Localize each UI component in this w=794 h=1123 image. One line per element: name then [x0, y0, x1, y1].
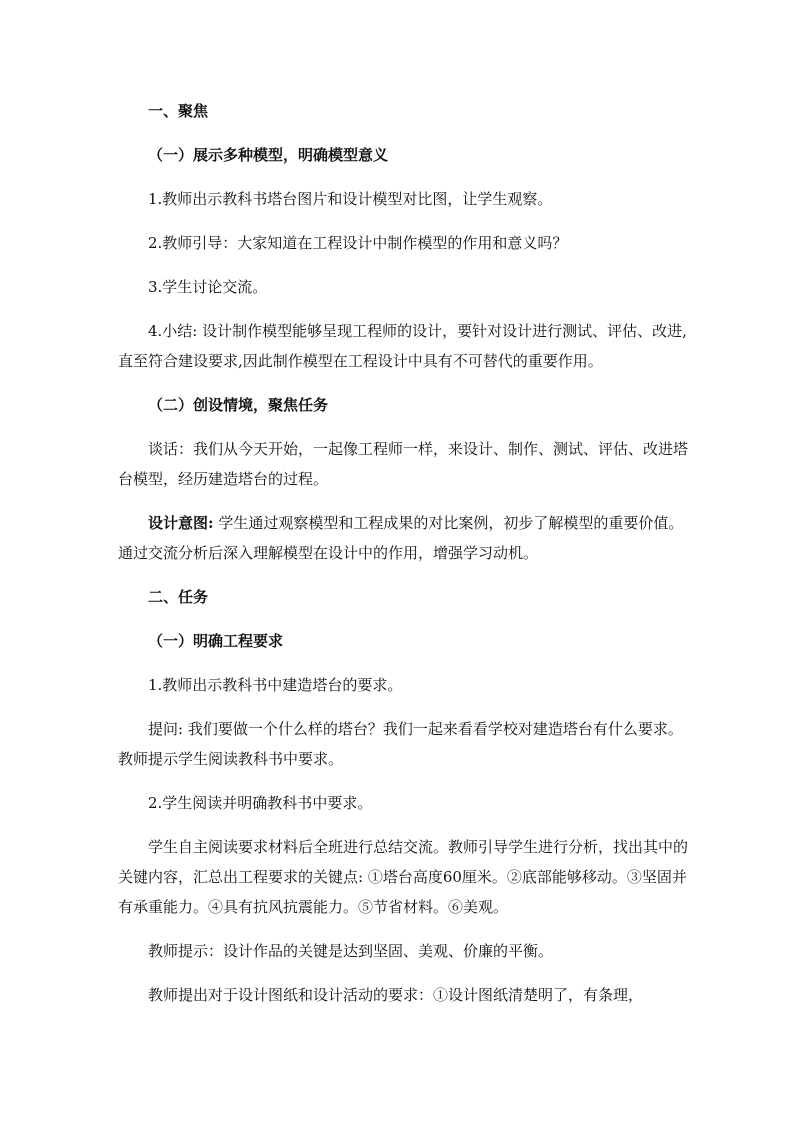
section-2-title: 二、任务 — [148, 588, 209, 606]
paragraph-design-intent — [118, 508, 688, 568]
section-1-sub-1-title: （一）展示多种模型，明确模型意义 — [148, 146, 389, 164]
paragraph-teacher-show-requirements: 1.教师出示教科书中建造塔台的要求。 — [148, 676, 403, 694]
design-intent-text: 学生通过观察模型和工程成果的对比案例，初步了解模型的重要价值。通过交流分析后深入理解模型在设计中的作用，增强学习动机。 — [118, 514, 684, 562]
paragraph-question: 提问: 我们要做一个什么样的塔台？我们一起来看看学校对建造塔台有什么要求。教师提示学生阅读教科书中要求。 — [118, 720, 683, 768]
paragraph-student-read: 2.学生阅读并明确教科书中要求。 — [148, 794, 373, 812]
paragraph-talk: 谈话：我们从今天开始，一起像工程师一样，来设计、制作、测试、评估、改进塔台模型，经历建造塔台的过程。 — [118, 440, 689, 488]
document-body — [118, 96, 688, 1010]
section-1-sub-2-title: （二）创设情境，聚焦任务 — [148, 396, 329, 414]
paragraph-requirement-summary: 学生自主阅读要求材料后全班进行总结交流。教师引导学生进行分析，找出其中的关键内容，汇总出工程要求的关键点: ①塔台高度60厘米。②底部能够移动。③坚固并有承重能力。④具有抗风抗震能力。⑤节省材料。⑥美观。 — [118, 838, 689, 916]
section-2-sub-1-title: （一）明确工程要求 — [148, 632, 284, 650]
design-intent-label: 设计意图: — [148, 514, 214, 532]
paragraph-student-discuss: 3.学生讨论交流。 — [148, 278, 268, 296]
paragraph-teacher-tip: 教师提示：设计作品的关键是达到坚固、美观、价廉的平衡。 — [148, 942, 554, 960]
paragraph-teacher-guide: 2.教师引导：大家知道在工程设计中制作模型的作用和意义吗？ — [148, 234, 568, 252]
paragraph-teacher-show-images: 1.教师出示教科书塔台图片和设计模型对比图，让学生观察。 — [148, 190, 553, 208]
paragraph-design-requirements: 教师提出对于设计图纸和设计活动的要求：①设计图纸清楚明了，有条理， — [148, 986, 644, 1004]
section-1-title: 一、聚焦 — [148, 102, 209, 120]
paragraph-summary: 4.小结: 设计制作模型能够呈现工程师的设计，要针对设计进行测试、评估、改进,直至符合建设要求,因此制作模型在工程设计中具有不可替代的重要作用。 — [118, 322, 687, 370]
